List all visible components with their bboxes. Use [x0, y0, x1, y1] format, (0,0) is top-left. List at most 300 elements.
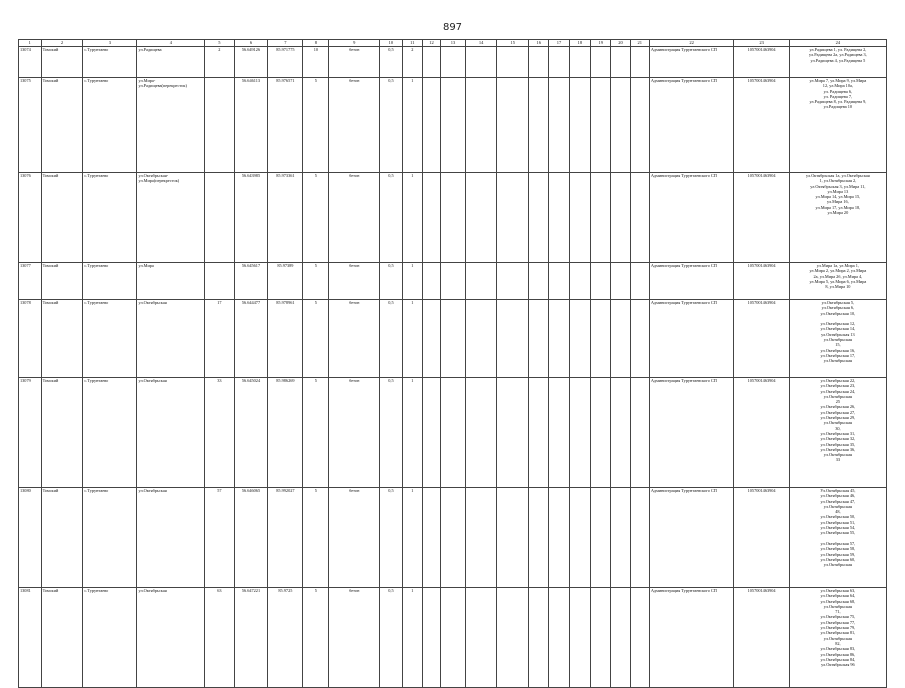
- address-line: ул.Радищева 10: [823, 104, 853, 110]
- cell-c10: 0,5: [380, 173, 403, 263]
- empty-cell: [441, 78, 466, 173]
- cell-ogrn: 1057001463904: [734, 588, 789, 688]
- column-number: 3: [83, 40, 137, 47]
- address-line: 12, ул.Мира 10а,: [822, 83, 853, 89]
- column-number: 7: [268, 40, 303, 47]
- empty-cell: [549, 588, 569, 688]
- address-line: ул.Мира 1а, ул.Мира 1,: [816, 263, 860, 268]
- empty-cell: [549, 300, 569, 378]
- address-line: ул.Октябрьская 51,: [820, 519, 856, 525]
- cell-organization: Администрация Турунтаевского СП: [649, 488, 734, 588]
- cell-house: 63: [205, 588, 234, 688]
- address-line: ул.Октябрьская: [823, 337, 852, 343]
- cell-place: с.Турунтаево: [83, 488, 137, 588]
- column-number: 13: [441, 40, 466, 47]
- address-line: ул. Радищева 6,: [823, 88, 853, 94]
- address-line: ул.Октябрьская 10,: [820, 310, 856, 316]
- address-line: ул.Мира 16,: [826, 199, 849, 205]
- cell-lat: 56.646065: [234, 488, 268, 588]
- table-row: [19, 78, 887, 173]
- address-line: ул.Октябрьская: [823, 562, 852, 568]
- column-number: 17: [549, 40, 569, 47]
- cell-lon: 85.97389: [268, 263, 303, 300]
- empty-cell: [465, 300, 497, 378]
- empty-cell: [465, 263, 497, 300]
- empty-cell: [497, 263, 529, 300]
- cell-cover: бетон: [329, 78, 380, 173]
- cell-organization: Администрация Турунтаевского СП: [649, 300, 734, 378]
- cell-c8: 5: [303, 173, 329, 263]
- cell-lat: 56.645617: [234, 263, 268, 300]
- column-number: 23: [734, 40, 789, 47]
- empty-cell: [497, 173, 529, 263]
- address-line: 25: [835, 399, 841, 405]
- column-number: 14: [465, 40, 497, 47]
- cell-street: ул.Мира-ул.Радищева(перекресток): [137, 78, 205, 173]
- address-line: ул.Октябрьская 31,: [820, 430, 856, 436]
- address-line: Ул.Октябрьская 45,: [820, 488, 856, 493]
- cell-id: 13077: [19, 263, 42, 300]
- cell-place: с.Турунтаево: [83, 47, 137, 78]
- empty-cell: [549, 47, 569, 78]
- address-line: ул.Октябрьская: [823, 452, 852, 458]
- cell-c11: 1: [402, 488, 422, 588]
- column-number: 9: [329, 40, 380, 47]
- cell-ogrn: 1057001463904: [734, 173, 789, 263]
- empty-cell: [630, 47, 649, 78]
- address-line: ул.Радищева 8, ул. Радищева 9,: [809, 99, 867, 105]
- cell-organization: Администрация Турунтаевского СП: [649, 47, 734, 78]
- address-line: ул.Октябрьская 86,: [820, 651, 856, 657]
- empty-cell: [497, 47, 529, 78]
- address-line: ул.Октябрьская 23,: [820, 383, 856, 389]
- address-line: ул.Октябрьская 35,: [820, 441, 856, 447]
- cell-street: ул.Октябрьская-ул.Мира(перекресток): [137, 173, 205, 263]
- address-line: ул.Октябрьская: [823, 358, 852, 364]
- cell-addresses: [789, 488, 886, 588]
- empty-cell: [423, 78, 441, 173]
- cell-district: Томский: [41, 47, 83, 78]
- cell-c10: 0,5: [380, 378, 403, 488]
- empty-cell: [465, 588, 497, 688]
- address-line: ул.Октябрьская 14,: [820, 326, 856, 332]
- cell-street: ул.Октябрьская: [137, 488, 205, 588]
- address-line: ул.Октябрьская: [823, 635, 852, 641]
- address-line: ул.Октябрьская 22,: [820, 378, 856, 383]
- empty-cell: [465, 378, 497, 488]
- cell-lat: 56.643985: [234, 173, 268, 263]
- cell-place: с.Турунтаево: [83, 378, 137, 488]
- address-line: ул.Октябрьская 75,: [820, 614, 856, 620]
- cell-c11: 1: [402, 300, 422, 378]
- cell-lat: 56.645024: [234, 378, 268, 488]
- cell-organization: Администрация Турунтаевского СП: [649, 263, 734, 300]
- empty-cell: [630, 263, 649, 300]
- empty-cell: [611, 588, 630, 688]
- cell-organization: Администрация Турунтаевского СП: [649, 78, 734, 173]
- address-line: ул.Октябрьская 47,: [820, 498, 856, 504]
- address-line: ул.Октябрьская: [823, 393, 852, 399]
- address-line: 8, ул.Мира 10: [825, 284, 851, 290]
- empty-cell: [569, 588, 590, 688]
- empty-cell: [591, 47, 611, 78]
- cell-place: с.Турунтаево: [83, 300, 137, 378]
- empty-cell: [611, 78, 630, 173]
- cell-house: 57: [205, 488, 234, 588]
- table-row: [19, 47, 887, 78]
- empty-cell: [497, 300, 529, 378]
- address-line: ул.Мира 14, ул.Мира 15,: [815, 194, 861, 200]
- empty-cell: [441, 47, 466, 78]
- empty-cell: [441, 263, 466, 300]
- empty-cell: [529, 47, 549, 78]
- empty-cell: [611, 378, 630, 488]
- address-line: ул.Мира 13: [827, 188, 849, 194]
- column-number: 2: [41, 40, 83, 47]
- cell-cover: бетон: [329, 588, 380, 688]
- cell-c8: 5: [303, 263, 329, 300]
- empty-cell: [569, 47, 590, 78]
- empty-cell: [611, 263, 630, 300]
- column-number: 8: [303, 40, 329, 47]
- empty-cell: [465, 78, 497, 173]
- cell-c10: 0,5: [380, 47, 403, 78]
- cell-id: 13079: [19, 378, 42, 488]
- cell-district: Томский: [41, 588, 83, 688]
- address-line: ул.Октябрьская 83,: [820, 646, 856, 652]
- cell-organization: Администрация Турунтаевского СП: [649, 588, 734, 688]
- empty-cell: [591, 173, 611, 263]
- cell-house: 33: [205, 378, 234, 488]
- address-line: ул.Октябрьская 13: [821, 331, 855, 337]
- cell-lon: 85.986269: [268, 378, 303, 488]
- address-line: ул.Радищева 4, ул.Радищева 5: [810, 57, 866, 63]
- address-line: ул.Мира 7, ул.Мира 9, ул.Мира: [809, 78, 867, 83]
- empty-cell: [591, 78, 611, 173]
- cell-c8: 5: [303, 488, 329, 588]
- empty-cell: [569, 488, 590, 588]
- empty-cell: [529, 300, 549, 378]
- cell-cover: бетон: [329, 173, 380, 263]
- empty-cell: [569, 378, 590, 488]
- cell-lon: 85.978961: [268, 300, 303, 378]
- address-line: 15,: [835, 342, 841, 348]
- empty-cell: [497, 488, 529, 588]
- empty-cell: [630, 588, 649, 688]
- empty-cell: [441, 488, 466, 588]
- empty-cell: [441, 378, 466, 488]
- address-line: ул.Октябрьская 46,: [820, 493, 856, 499]
- column-number: 11: [402, 40, 422, 47]
- cell-addresses: [789, 78, 886, 173]
- address-line: ул.Октябрьская: [823, 420, 852, 426]
- column-number: 18: [569, 40, 590, 47]
- cell-house: 2: [205, 47, 234, 78]
- cell-lon: 85.992027: [268, 488, 303, 588]
- cell-addresses: [789, 173, 886, 263]
- cell-ogrn: 1057001463904: [734, 78, 789, 173]
- column-number: 10: [380, 40, 403, 47]
- cell-c10: 0,5: [380, 488, 403, 588]
- cell-c11: 1: [402, 78, 422, 173]
- cell-district: Томский: [41, 488, 83, 588]
- column-number: 15: [497, 40, 529, 47]
- cell-c8: 5: [303, 78, 329, 173]
- address-line: ул.Радищева 1, ул. Радищева 2,: [809, 47, 867, 52]
- cell-place: с.Турунтаево: [83, 78, 137, 173]
- cell-cover: бетон: [329, 263, 380, 300]
- address-line: ул.Октябрьская 96: [821, 662, 855, 668]
- cell-district: Томский: [41, 300, 83, 378]
- empty-cell: [423, 47, 441, 78]
- empty-cell: [549, 173, 569, 263]
- empty-cell: [497, 588, 529, 688]
- address-line: ул.Мира 2, ул.Мира 2, ул.Мира: [809, 268, 867, 274]
- address-line: ул.Радищева 2а, ул.Радищева 3,: [809, 52, 867, 58]
- column-number: 5: [205, 40, 234, 47]
- cell-place: с.Турунтаево: [83, 263, 137, 300]
- address-line: ул.Октябрьская 68,: [820, 598, 856, 604]
- cell-district: Томский: [41, 78, 83, 173]
- empty-cell: [591, 378, 611, 488]
- empty-cell: [529, 488, 549, 588]
- address-line: ул. Радищева 7,: [823, 93, 853, 99]
- empty-cell: [591, 588, 611, 688]
- address-line: ул.Октябрьская 77,: [820, 619, 856, 625]
- cell-addresses: [789, 263, 886, 300]
- empty-cell: [423, 488, 441, 588]
- cell-cover: бетон: [329, 300, 380, 378]
- address-line: ул.Октябрьская 59,: [820, 551, 856, 557]
- empty-cell: [497, 78, 529, 173]
- address-line: ул.Октябрьская 55,: [820, 530, 856, 536]
- empty-cell: [611, 488, 630, 588]
- cell-cover: бетон: [329, 47, 380, 78]
- cell-house: [205, 263, 234, 300]
- cell-c10: 0,5: [380, 263, 403, 300]
- address-line: ул.Мира 17, ул.Мира 18,: [815, 204, 861, 210]
- address-line: ул.Октябрьская 57,: [820, 540, 856, 546]
- cell-c10: 0,5: [380, 300, 403, 378]
- empty-cell: [549, 263, 569, 300]
- cell-place: с.Турунтаево: [83, 173, 137, 263]
- cell-ogrn: 1057001463904: [734, 47, 789, 78]
- address-line: ул.Октябрьская 12,: [820, 321, 856, 327]
- empty-cell: [529, 588, 549, 688]
- empty-cell: [569, 78, 590, 173]
- column-number: 20: [611, 40, 630, 47]
- address-line: ул.Мира 20: [827, 210, 849, 216]
- address-line: ул.Октябрьская 27,: [820, 409, 856, 415]
- cell-ogrn: 1057001463904: [734, 488, 789, 588]
- cell-street: ул.Октябрьская: [137, 378, 205, 488]
- column-number-row: [19, 40, 887, 47]
- cell-lon: 85.9725: [268, 588, 303, 688]
- empty-cell: [569, 300, 590, 378]
- cell-id: 13080: [19, 488, 42, 588]
- cell-id: 13078: [19, 300, 42, 378]
- table-row: [19, 263, 887, 300]
- address-line: ул.Октябрьская 1а, ул.Октябрьская: [806, 173, 870, 178]
- empty-cell: [441, 300, 466, 378]
- cell-c11: 2: [402, 47, 422, 78]
- address-line: ул.Октябрьская 54,: [820, 525, 856, 531]
- cell-lon: 85.976571: [268, 78, 303, 173]
- empty-cell: [423, 263, 441, 300]
- cell-lat: 56.649126: [234, 47, 268, 78]
- cell-c8: 5: [303, 300, 329, 378]
- table-row: [19, 488, 887, 588]
- empty-cell: [611, 47, 630, 78]
- empty-cell: [529, 78, 549, 173]
- empty-cell: [441, 588, 466, 688]
- column-number: 24: [789, 40, 886, 47]
- empty-cell: [465, 488, 497, 588]
- address-line: 48,: [835, 509, 841, 515]
- address-line: ул.Октябрьская 84,: [820, 656, 856, 662]
- empty-cell: [591, 300, 611, 378]
- address-line: 30,: [835, 425, 841, 431]
- address-line: ул.Октябрьская 60,: [820, 556, 856, 562]
- empty-cell: [569, 263, 590, 300]
- empty-cell: [423, 173, 441, 263]
- column-number: 4: [137, 40, 205, 47]
- address-line: ул.Октябрьская 29,: [820, 415, 856, 421]
- address-line: ул.Октябрьская 6,: [821, 305, 855, 311]
- cell-ogrn: 1057001463904: [734, 378, 789, 488]
- cell-lon: 85.973361: [268, 173, 303, 263]
- cell-lon: 85.971775: [268, 47, 303, 78]
- cell-c11: 1: [402, 378, 422, 488]
- cell-c8: 10: [303, 47, 329, 78]
- empty-cell: [611, 173, 630, 263]
- cell-id: 13081: [19, 588, 42, 688]
- register-table: [18, 39, 887, 688]
- cell-c10: 0,5: [380, 78, 403, 173]
- cell-lat: 56.646113: [234, 78, 268, 173]
- cell-place: с.Турунтаево: [83, 588, 137, 688]
- empty-cell: [465, 47, 497, 78]
- empty-cell: [529, 173, 549, 263]
- address-line: 1, ул.Октябрьская 2,: [819, 178, 857, 184]
- table-row: [19, 378, 887, 488]
- empty-cell: [630, 378, 649, 488]
- address-line: ул.Октябрьская 81,: [820, 630, 856, 636]
- cell-id: 13074: [19, 47, 42, 78]
- cell-id: 13075: [19, 78, 42, 173]
- cell-street: ул.Октябрьская: [137, 588, 205, 688]
- empty-cell: [630, 488, 649, 588]
- cell-organization: Администрация Турунтаевского СП: [649, 378, 734, 488]
- address-line: 2а, ул.Мира 2б, ул.Мира 4,: [813, 273, 863, 279]
- address-line: ул.Октябрьская 64,: [820, 593, 856, 599]
- address-line: ул.Октябрьская 32,: [820, 436, 856, 442]
- cell-district: Томский: [41, 263, 83, 300]
- table-row: [19, 173, 887, 263]
- address-line: 33: [835, 457, 841, 463]
- cell-addresses: [789, 588, 886, 688]
- address-line: ул.Октябрьская 50,: [820, 514, 856, 520]
- address-line: ул.Октябрьская 58,: [820, 546, 856, 552]
- cell-c10: 0,5: [380, 588, 403, 688]
- column-number: 1: [19, 40, 42, 47]
- cell-organization: Администрация Турунтаевского СП: [649, 173, 734, 263]
- table-body: [19, 47, 887, 688]
- address-line: ул.Октябрьская 36,: [820, 446, 856, 452]
- column-number: 12: [423, 40, 441, 47]
- empty-cell: [630, 300, 649, 378]
- address-line: ул.Октябрьская 17,: [820, 352, 856, 358]
- table-row: [19, 588, 887, 688]
- empty-cell: [423, 588, 441, 688]
- empty-cell: [423, 378, 441, 488]
- cell-c11: 1: [402, 588, 422, 688]
- address-line: ул.Октябрьская 3, ул.Мира 11,: [810, 183, 866, 189]
- column-number: 6: [234, 40, 268, 47]
- empty-cell: [549, 378, 569, 488]
- empty-cell: [441, 173, 466, 263]
- cell-c8: 5: [303, 588, 329, 688]
- table-row: [19, 300, 887, 378]
- address-line: 71,: [835, 609, 841, 615]
- cell-ogrn: 1057001463904: [734, 263, 789, 300]
- cell-addresses: [789, 378, 886, 488]
- address-line: ул.Октябрьская: [823, 503, 852, 509]
- empty-cell: [569, 173, 590, 263]
- empty-cell: [465, 173, 497, 263]
- cell-district: Томский: [41, 378, 83, 488]
- cell-house: 17: [205, 300, 234, 378]
- address-line: ул.Октябрьская 79,: [820, 625, 856, 631]
- cell-street: ул.Октябрьская: [137, 300, 205, 378]
- empty-cell: [549, 78, 569, 173]
- cell-ogrn: 1057001463904: [734, 300, 789, 378]
- cell-house: [205, 173, 234, 263]
- cell-addresses: [789, 300, 886, 378]
- empty-cell: [591, 488, 611, 588]
- address-line: 82,: [835, 640, 841, 646]
- cell-id: 13076: [19, 173, 42, 263]
- column-number: 16: [529, 40, 549, 47]
- empty-cell: [549, 488, 569, 588]
- column-number: 22: [649, 40, 734, 47]
- address-line: ул.Мира 5, ул.Мира 6, ул.Мира: [809, 278, 867, 284]
- empty-cell: [529, 263, 549, 300]
- cell-c8: 5: [303, 378, 329, 488]
- empty-cell: [423, 300, 441, 378]
- empty-cell: [591, 263, 611, 300]
- address-line: ул.Октябрьская 5,: [821, 300, 855, 305]
- column-number: 21: [630, 40, 649, 47]
- cell-lat: 56.644477: [234, 300, 268, 378]
- page-number: 897: [442, 22, 463, 33]
- empty-cell: [630, 78, 649, 173]
- cell-street: ул.Радищева: [137, 47, 205, 78]
- cell-lat: 56.647221: [234, 588, 268, 688]
- cell-c11: 1: [402, 173, 422, 263]
- address-line: ул.Октябрьская: [823, 603, 852, 609]
- cell-addresses: [789, 47, 886, 78]
- address-line: ул.Октябрьская 16,: [820, 347, 856, 353]
- cell-district: Томский: [41, 173, 83, 263]
- cell-cover: бетон: [329, 488, 380, 588]
- address-line: ул.Октябрьская 63,: [820, 588, 856, 593]
- column-number: 19: [591, 40, 611, 47]
- address-line: ул.Октябрьская 26,: [820, 404, 856, 410]
- cell-c11: 1: [402, 263, 422, 300]
- empty-cell: [630, 173, 649, 263]
- empty-cell: [497, 378, 529, 488]
